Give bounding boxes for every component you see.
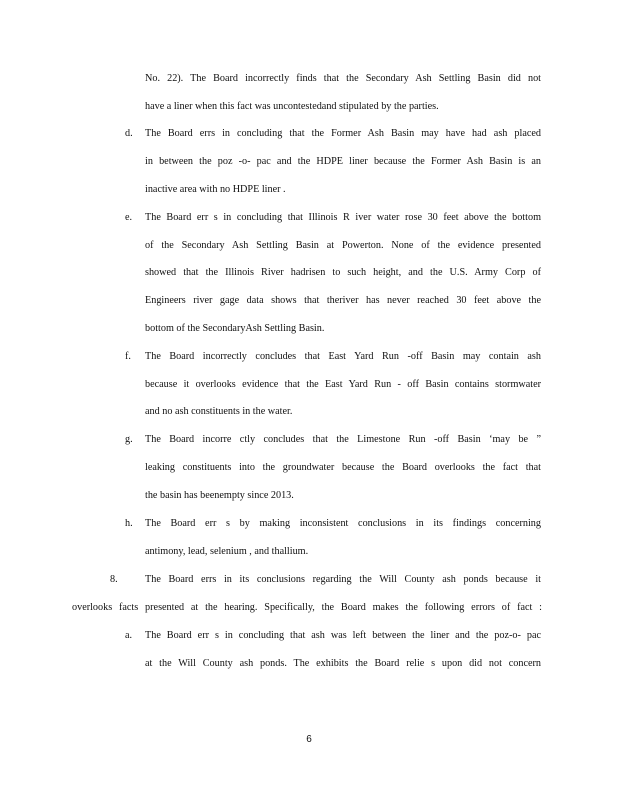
item-f-line-2: because it overlooks evidence that the East Yard Run - off Basin contains stormwater bbox=[145, 379, 541, 390]
item-g-line-3: the basin has beenempty since 2013. bbox=[145, 490, 294, 501]
item-d-line-3: inactive area with no HDPE liner . bbox=[145, 184, 286, 195]
continuation-line-1: No. 22). The Board incorrectly finds that the Secondary Ash Settling Basin did not bbox=[145, 73, 541, 84]
item-d-line-2: in between the poz -o- pac and the HDPE liner because the Former Ash Basin is an bbox=[145, 156, 541, 167]
item-h-line-1: The Board err s by making inconsistent conclusions in its findings concerning bbox=[145, 518, 541, 529]
item-e-line-4: Engineers river gage data shows that theriver has never reached 30 feet above the bbox=[145, 295, 541, 306]
paragraph-8-line-2: overlooks facts presented at the hearing. Specifically, the Board makes the following errors of fact : bbox=[72, 602, 542, 613]
item-h-line-2: antimony, lead, selenium , and thallium. bbox=[145, 546, 309, 557]
item-f-line-1: The Board incorrectly concludes that East Yard Run -off Basin may contain ash bbox=[145, 351, 541, 362]
item-e-line-2: of the Secondary Ash Settling Basin at Powerton. None of the evidence presented bbox=[145, 240, 541, 251]
paragraph-8-line-1: The Board errs in its conclusions regarding the Will County ash ponds because it bbox=[145, 574, 541, 585]
item-f-line-3: and no ash constituents in the water. bbox=[145, 406, 293, 417]
item-e-line-5: bottom of the SecondaryAsh Settling Basin. bbox=[145, 323, 325, 334]
item-a-line-2: at the Will County ash ponds. The exhibits the Board relie s upon did not concern bbox=[145, 658, 541, 669]
item-e-line-1: The Board err s in concluding that Illinois R iver water rose 30 feet above the bottom bbox=[145, 212, 541, 223]
item-g-line-2: leaking constituents into the groundwater because the Board overlooks the fact that bbox=[145, 462, 541, 473]
item-d-marker: d. bbox=[125, 128, 133, 139]
item-a-marker: a. bbox=[125, 630, 133, 641]
item-e-line-3: showed that the Illinois River hadrisen to such height, and the U.S. Army Corp of bbox=[145, 267, 541, 278]
item-f-marker: f. bbox=[125, 351, 131, 362]
page-number: 6 bbox=[306, 734, 312, 745]
item-g-line-1: The Board incorre ctly concludes that the Limestone Run -off Basin ‘may be ” bbox=[145, 434, 541, 445]
item-e-marker: e. bbox=[125, 212, 133, 223]
continuation-line-2: have a liner when this fact was uncontestedand stipulated by the parties. bbox=[145, 101, 439, 112]
item-h-marker: h. bbox=[125, 518, 133, 529]
item-g-marker: g. bbox=[125, 434, 133, 445]
paragraph-8-number: 8. bbox=[110, 574, 118, 585]
item-d-line-1: The Board errs in concluding that the Former Ash Basin may have had ash placed bbox=[145, 128, 541, 139]
item-a-line-1: The Board err s in concluding that ash was left between the liner and the poz-o- pac bbox=[145, 630, 541, 641]
